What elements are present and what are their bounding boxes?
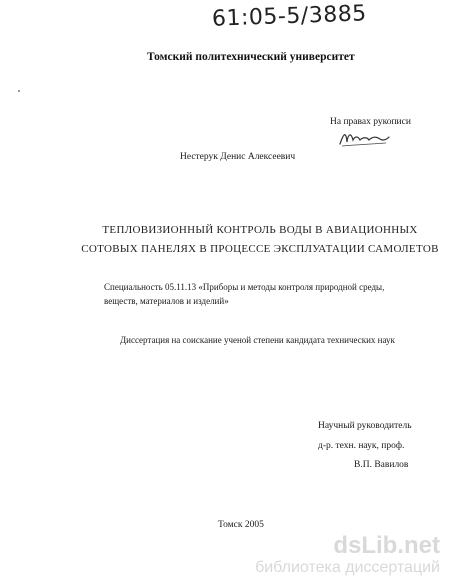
- author-name: Нестерук Денис Алексеевич: [180, 152, 296, 162]
- signature-image: [336, 128, 392, 150]
- supervisor-role: Научный руководитель: [318, 421, 412, 431]
- supervisor-degree: д-р. техн. наук, проф.: [318, 441, 405, 451]
- margin-dot: [18, 90, 20, 92]
- manuscript-note: На правах рукописи: [330, 117, 411, 127]
- specialty-text: Специальность 05.11.13 «Приборы и методы контроля природной среды, веществ, материалов и изделий»: [104, 282, 385, 306]
- watermark-site: dsLib.net: [333, 532, 440, 559]
- dissertation-degree: Диссертация на соискание ученой степени кандидата технических наук: [120, 335, 395, 345]
- city-year: Томск 2005: [218, 520, 264, 530]
- archive-code: 61:05-5/3885: [211, 1, 368, 32]
- dissertation-title: [60, 221, 450, 259]
- watermark-subtitle: библиотека диссертаций: [255, 559, 440, 576]
- watermark: [255, 533, 440, 577]
- university-name: Томский политехнический университет: [147, 51, 355, 63]
- title-line: ТЕПЛОВИЗИОННЫЙ КОНТРОЛЬ ВОДЫ В АВИАЦИОННЫХ: [102, 224, 418, 236]
- supervisor-name: В.П. Вавилов: [354, 460, 409, 470]
- title-line: СОТОВЫХ ПАНЕЛЯХ В ПРОЦЕССЕ ЭКСПЛУАТАЦИИ САМОЛЕТОВ: [81, 243, 439, 255]
